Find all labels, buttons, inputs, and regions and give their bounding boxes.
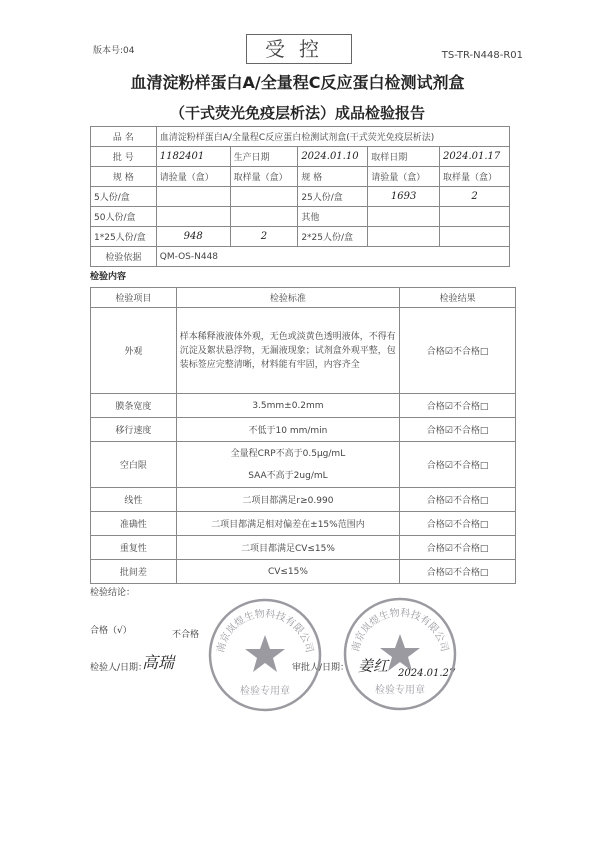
inspect-qty-value-2 — [368, 207, 440, 227]
column-header: 检验项目 — [91, 288, 177, 308]
version-number: 版本号:04 — [93, 46, 135, 56]
batch-label: 批 号 — [91, 147, 157, 167]
approval-date: 2024.01.27 — [398, 668, 456, 679]
report-title: 血清淀粉样蛋白A/全量程C反应蛋白检测试剂盒 — [130, 73, 465, 92]
item-standard: 二项目都满足相对偏差在±15%范围内 — [176, 512, 399, 536]
star-icon — [380, 634, 420, 671]
inspect-qty-label-2: 请验量（盒） — [368, 167, 440, 187]
item-name: 空白限 — [91, 442, 177, 488]
fail-checkbox: 不合格 — [172, 630, 200, 640]
inspect-qty-label: 请验量（盒） — [156, 167, 230, 187]
sample-qty-value-2 — [440, 227, 510, 247]
approver-label: 审批人/日期： — [292, 663, 350, 673]
standard-line-saa: SAA不高于2ug/mL — [248, 470, 328, 481]
conclusion-label: 检验结论： — [90, 588, 136, 598]
batch-number: 1182401 — [156, 147, 230, 167]
inspector-signature: 高瑞 — [142, 653, 175, 672]
production-date: 2024.01.10 — [298, 147, 368, 167]
seal-company-name: 南京岚煜生物科技有限公司 — [350, 607, 450, 653]
inspection-results-table — [90, 287, 516, 584]
item-name: 准确性 — [91, 512, 177, 536]
product-name-label: 品 名 — [91, 127, 157, 147]
spec-value-2: 其他 — [298, 207, 368, 227]
seal-company-name: 南京岚煜生物科技有限公司 — [215, 608, 315, 654]
item-standard: CV≤15% — [176, 560, 399, 584]
item-name: 批间差 — [91, 560, 177, 584]
item-result: 合格☑不合格□ — [400, 488, 516, 512]
item-name: 线性 — [91, 488, 177, 512]
item-name: 重复性 — [91, 536, 177, 560]
item-result: 合格☑不合格□ — [400, 560, 516, 584]
report-subtitle: （干式荧光免疫层析法）成品检验报告 — [169, 104, 425, 122]
item-result: 合格☑不合格□ — [400, 394, 516, 418]
basis-value: QM-OS-N448 — [156, 247, 509, 267]
item-result: 合格☑不合格□ — [400, 418, 516, 442]
spec-label-2: 规 格 — [298, 167, 368, 187]
item-standard: 不低于10 mm/min — [176, 418, 399, 442]
spec-value: 1*25人份/盒 — [91, 227, 157, 247]
item-standard — [176, 442, 399, 488]
document-id: TS-TR-N448-R01 — [441, 50, 523, 61]
spec-value-2: 2*25人份/盒 — [298, 227, 368, 247]
approver-signature: 姜红 — [358, 657, 389, 675]
inspect-qty-value — [156, 207, 230, 227]
item-name: 膜条宽度 — [91, 394, 177, 418]
item-standard: 二项目都满足r≥0.990 — [176, 488, 399, 512]
item-result: 合格☑不合格□ — [400, 442, 516, 488]
item-result: 合格☑不合格□ — [400, 536, 516, 560]
sampling-date-label: 取样日期 — [368, 147, 440, 167]
inspect-qty-value-2 — [368, 227, 440, 247]
item-standard: 二项目都满足CV≤15% — [176, 536, 399, 560]
sample-qty-value — [230, 187, 298, 207]
section-title: 检验内容 — [90, 272, 127, 282]
spec-value: 5人份/盒 — [91, 187, 157, 207]
column-header: 检验结果 — [400, 288, 516, 308]
spec-label: 规 格 — [91, 167, 157, 187]
item-standard: 3.5mm±0.2mm — [176, 394, 399, 418]
star-icon — [245, 635, 285, 672]
inspect-qty-value-2: 1693 — [368, 187, 440, 207]
standard-line-crp: 全量程CRP不高于0.5μg/mL — [230, 448, 346, 459]
inspector-label: 检验人/日期： — [90, 663, 148, 673]
controlled-stamp: 受控 — [246, 34, 352, 64]
item-name: 移行速度 — [91, 418, 177, 442]
production-date-label: 生产日期 — [230, 147, 298, 167]
inspect-qty-value — [156, 187, 230, 207]
item-result: 合格☑不合格□ — [400, 512, 516, 536]
inspection-seal — [205, 595, 325, 715]
column-header: 检验标准 — [176, 288, 399, 308]
inspect-qty-value: 948 — [156, 227, 230, 247]
pass-checkbox: 合格（√） — [90, 626, 132, 636]
seal-label: 检验专用章 — [375, 685, 425, 696]
sample-qty-label: 取样量（盒） — [230, 167, 298, 187]
item-name: 外观 — [91, 308, 177, 394]
item-result: 合格☑不合格□ — [400, 308, 516, 394]
seal-label: 检验专用章 — [240, 686, 290, 697]
inspection-seal — [340, 594, 460, 714]
sample-qty-value-2: 2 — [440, 187, 510, 207]
sample-qty-value — [230, 207, 298, 227]
spec-value: 50人份/盒 — [91, 207, 157, 227]
basis-label: 检验依据 — [91, 247, 157, 267]
sampling-date: 2024.01.17 — [440, 147, 510, 167]
product-info-table — [90, 126, 510, 267]
product-name-value: 血清淀粉样蛋白A/全量程C反应蛋白检测试剂盒(干式荧光免疫层析法) — [156, 127, 509, 147]
sample-qty-value: 2 — [230, 227, 298, 247]
spec-value-2: 25人份/盒 — [298, 187, 368, 207]
sample-qty-value-2 — [440, 207, 510, 227]
sample-qty-label-2: 取样量（盒） — [440, 167, 510, 187]
item-standard: 样本稀释液液体外观，无色或淡黄色透明液体，不得有沉淀及絮状悬浮物，无漏液现象；试剂盒外观平整，包装标签应完整清晰，材料能有牢固，内容齐全 — [176, 308, 399, 394]
